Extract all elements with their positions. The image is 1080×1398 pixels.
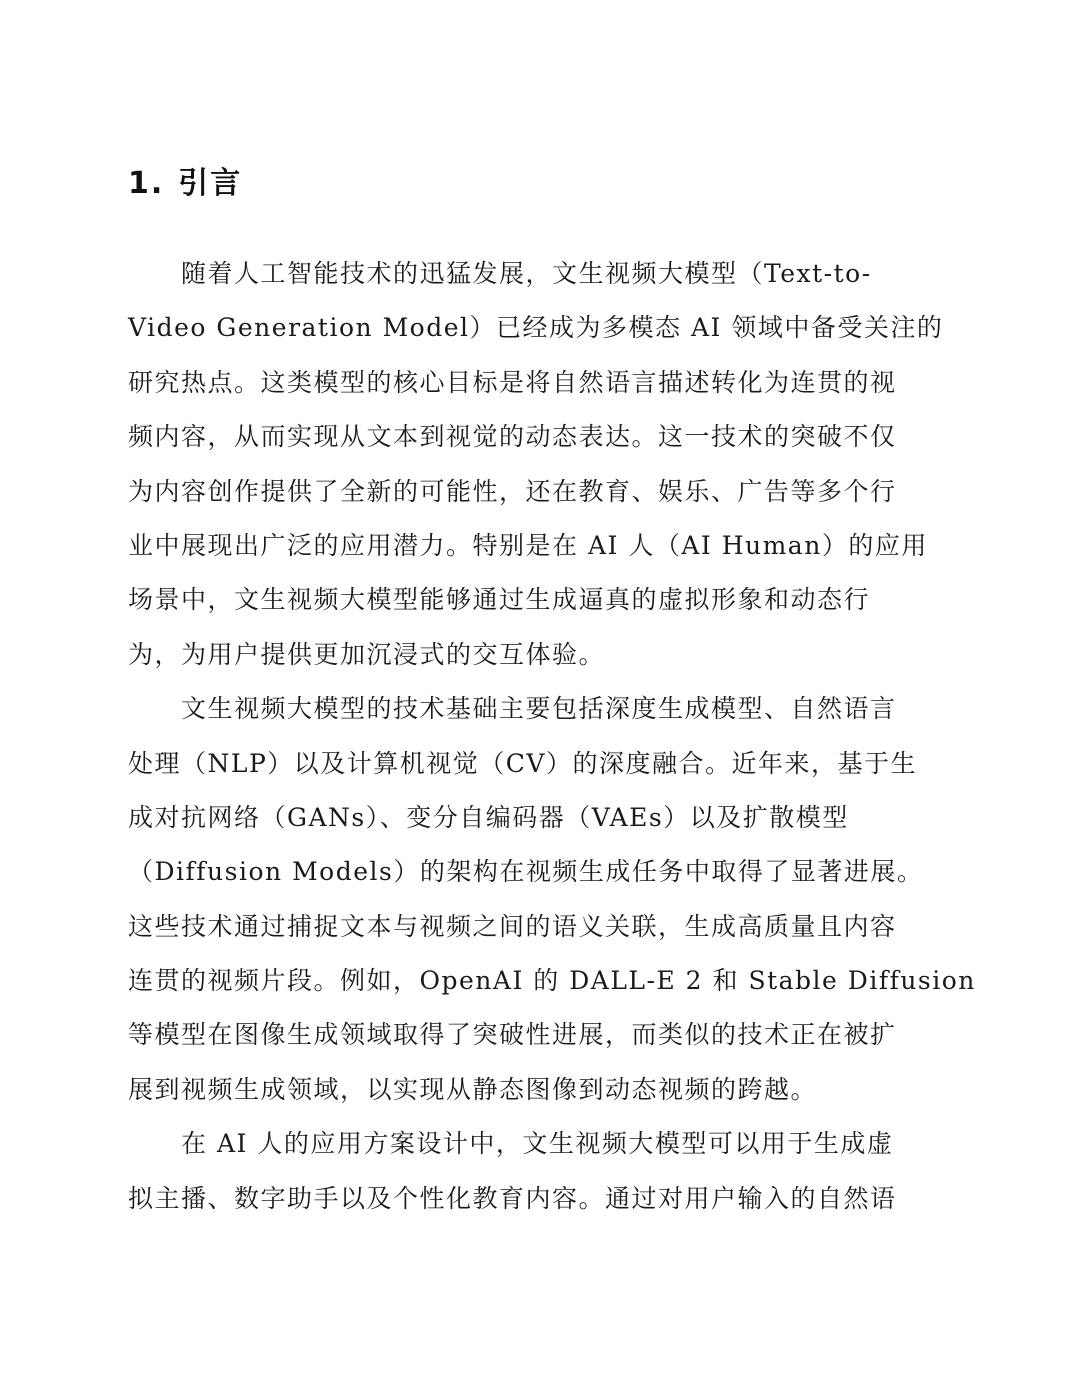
text-line: 展到视频生成领域，以实现从静态图像到动态视频的跨越。 bbox=[128, 1074, 818, 1104]
text-line: 随着人工智能技术的迅猛发展，文生视频大模型（Text-to- bbox=[128, 259, 872, 288]
text-line: 连贯的视频片段。例如，OpenAI 的 DALL-E 2 和 Stable Diffusion bbox=[128, 966, 976, 996]
text-line: 研究热点。这类模型的核心目标是将自然语言描述转化为连贯的视 bbox=[128, 367, 897, 397]
text-line: 为内容创作提供了全新的可能性，还在教育、娱乐、广告等多个行 bbox=[128, 476, 897, 506]
section-title: 引言 bbox=[178, 166, 243, 201]
text-line: （Diffusion Models）的架构在视频生成任务中取得了显著进展。 bbox=[128, 857, 924, 887]
text-line: 这些技术通过捕捉文本与视频之间的语义关联，生成高质量且内容 bbox=[128, 911, 897, 941]
text-line: 为，为用户提供更加沉浸式的交互体验。 bbox=[128, 639, 606, 669]
text-line: 等模型在图像生成领域取得了突破性进展，而类似的技术正在被扩 bbox=[128, 1020, 897, 1050]
text-line: 业中展现出广泛的应用潜力。特别是在 AI 人（AI Human）的应用 bbox=[128, 530, 928, 560]
text-line: 频内容，从而实现从文本到视觉的动态表达。这一技术的突破不仅 bbox=[128, 422, 897, 452]
text-line: 在 AI 人的应用方案设计中，文生视频大模型可以用于生成虚 bbox=[128, 1129, 894, 1159]
text-line: 拟主播、数字助手以及个性化教育内容。通过对用户输入的自然语 bbox=[128, 1183, 897, 1213]
text-line: 处理（NLP）以及计算机视觉（CV）的深度融合。近年来，基于生 bbox=[128, 748, 917, 778]
text-line: 场景中，文生视频大模型能够通过生成逼真的虚拟形象和动态行 bbox=[128, 585, 871, 615]
section-heading bbox=[128, 158, 242, 202]
text-line: 成对抗网络（GANs）、变分自编码器（VAEs）以及扩散模型 bbox=[128, 802, 849, 832]
text-line: Video Generation Model）已经成为多模态 AI 领域中备受关注的 bbox=[128, 313, 944, 343]
body-text bbox=[128, 247, 976, 1226]
section-number: 1. bbox=[128, 166, 165, 201]
text-line: 文生视频大模型的技术基础主要包括深度生成模型、自然语言 bbox=[128, 694, 897, 724]
